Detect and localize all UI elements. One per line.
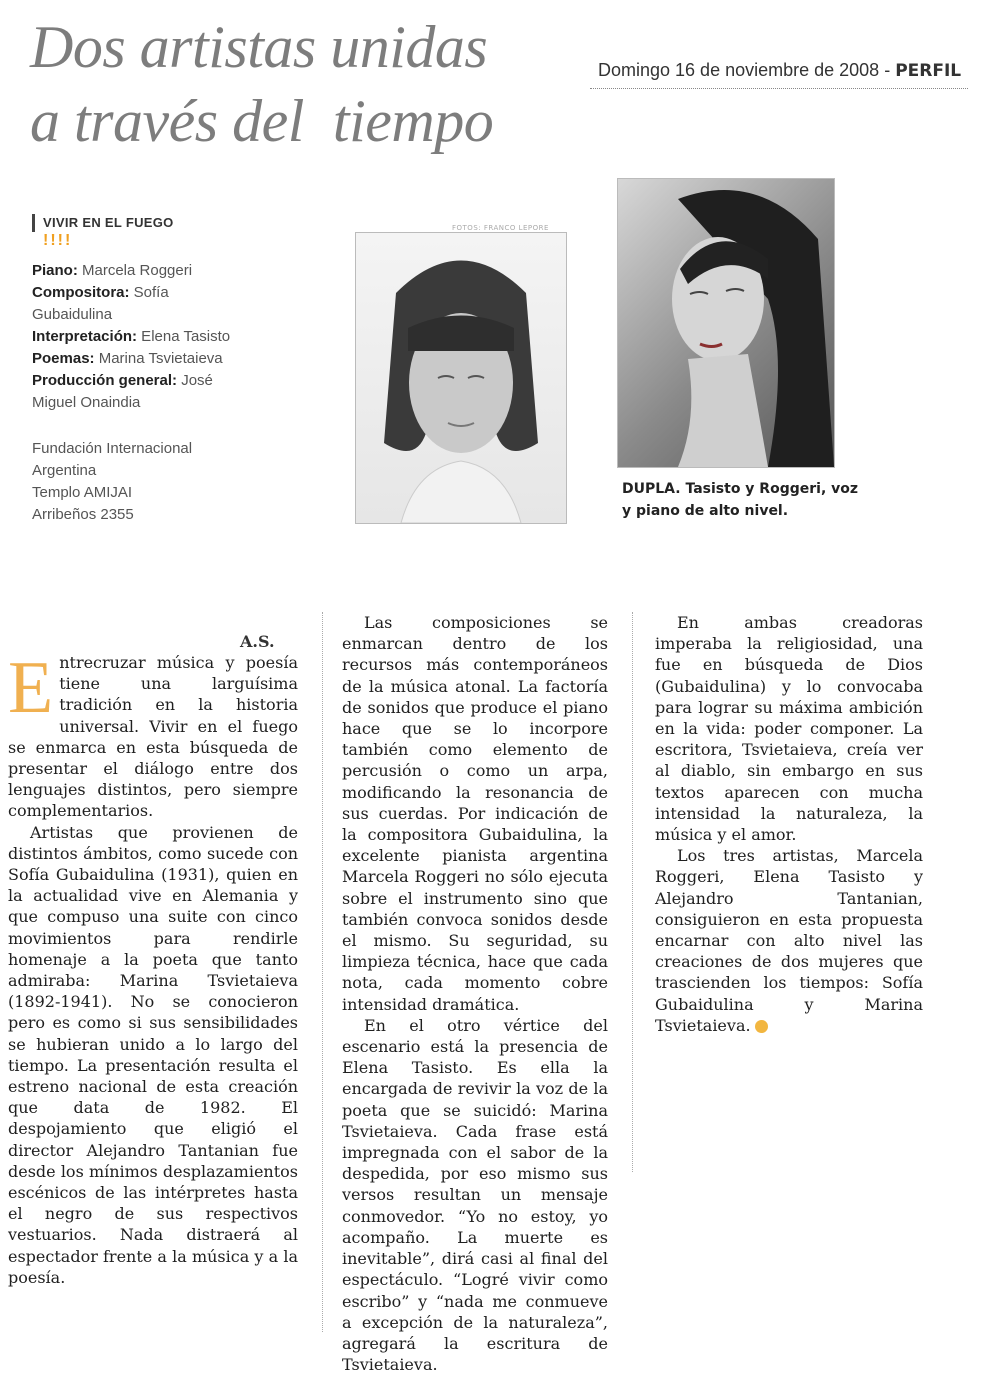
credit-label: Producción general: <box>32 372 178 389</box>
column-divider <box>632 612 633 1172</box>
headline-line-1: Dos artistas unidas <box>30 14 488 80</box>
headline-line-2: a través del tiempo <box>30 88 494 154</box>
headline <box>30 10 590 158</box>
credit-value: Elena Tasisto <box>137 328 231 345</box>
show-title: VIVIR EN EL FUEGO <box>32 214 242 232</box>
dateline <box>598 60 968 84</box>
credit-item <box>32 348 242 370</box>
portrait-illustration <box>356 233 566 523</box>
rating-marks: !!!! <box>43 232 73 249</box>
caption-lead: DUPLA. <box>622 481 681 497</box>
article-paragraph: Las composiciones se enmarcan dentro de los recursos más contemporáneos de la música atonal. La factoría de sonidos que produce el piano hace que se lo incorpore también como elemento de percusión o como un arpa, modificando la resonancia de sus cuerdas. Por indicación de la compositora Gubaidulina, la excelente pianista argentina Marcela Roggeri no sólo ejecuta sobre el instrumento sino que también convoca sonidos desde el mismo. Su seguridad, su limpieza técnica, hace que cada nota, cada momento cobre intensidad dramática. <box>342 613 608 1014</box>
credit-value: Marina Tsvietaieva <box>94 350 223 367</box>
caption-text: Tasisto y Roggeri, voz y piano de alto nivel. <box>622 481 859 519</box>
credit-label: Interpretación: <box>32 328 138 345</box>
article-paragraph: En el otro vértice del escenario está la presencia de Elena Tasisto. Es ella la encargada de revivir la voz de la poeta que se suicidó: Marina Tsvietaieva. Cada frase está impregnada con el sabor de la despedida, por eso mismo sus versos resultan un mensaje conmovedor. “Yo no estoy, yo acompaño. La muerte es inevitable”, dirá casi al final del espectáculo. “Logré vivir como escribo” y “nada me conmueve a excepción de la naturaleza”, agregará la escritura de Tsvietaieva. <box>342 1015 608 1375</box>
article-column-2 <box>342 612 608 1375</box>
column-divider <box>322 612 323 1332</box>
dateline-rule <box>590 88 968 89</box>
credit-label: Piano: <box>32 262 78 279</box>
credit-value: Marcela Roggeri <box>77 262 193 279</box>
credit-item <box>32 282 242 326</box>
photo-caption <box>622 478 862 522</box>
article-column-3 <box>655 612 923 1036</box>
article-paragraph <box>655 845 923 1036</box>
drop-cap: E <box>8 647 54 729</box>
venue-line: Templo AMIJAI <box>32 484 133 501</box>
article-paragraph: ntrecruzar música y poesía tiene una larguísima tradición en la historia universal. Vivir en el fuego se enmarca en esta búsqueda de presentar el diálogo entre dos lenguajes distintos, pero siempre complementarios. <box>8 653 298 821</box>
credit-label: Poemas: <box>32 350 95 367</box>
credit-value: Sofía Gubaidulina <box>32 284 169 323</box>
venue-line: Fundación Internacional Argentina <box>32 440 193 479</box>
credit-item <box>32 260 242 282</box>
byline: A.S. <box>240 632 275 651</box>
dateline-date: Domingo 16 de noviembre de 2008 <box>598 60 880 80</box>
event-info-box <box>32 214 242 526</box>
end-mark-icon <box>755 1020 768 1033</box>
portrait-photo-tasisto <box>355 232 567 524</box>
venue-info <box>32 438 242 526</box>
credits-list <box>32 260 242 414</box>
credit-item <box>32 326 242 348</box>
newspaper-name: PERFIL <box>895 61 962 81</box>
venue-line: Arribeños 2355 <box>32 506 134 523</box>
article-paragraph: En ambas creadoras imperaba la religiosidad, una fue en búsqueda de Dios (Gubaidulina) y lo convocaba para lograr su máxima ambición en la vida: poder componer. La escritora, Tsvietaieva, creía ver al diablo, sin embargo en sus textos aparecen con mucha intensidad la naturaleza, la música y el amor. <box>655 613 923 845</box>
portrait-photo-roggeri <box>617 178 835 468</box>
photo-credit: FOTOS: FRANCO LEPORE <box>452 224 549 232</box>
article-paragraph-text: Los tres artistas, Marcela Roggeri, Elena Tasisto y Alejandro Tantanian, consiguieron en esta propuesta encarnar con alto nivel las creaciones de dos mujeres que trascienden los tiempos: Sofía Gubaidulina y Marina Tsvietaieva. <box>655 846 923 1035</box>
article-column-1 <box>8 647 298 1288</box>
portrait-illustration <box>618 179 834 467</box>
dateline-separator: - <box>879 60 896 80</box>
credit-label: Compositora: <box>32 284 130 301</box>
credit-value: José Miguel Onaindia <box>32 372 213 411</box>
credit-item <box>32 370 242 414</box>
article-paragraph: Artistas que provienen de distintos ámbitos, como sucede con Sofía Gubaidulina (1931), quien en la actualidad vive en Alemania y que compuso una suite con cinco movimientos para rendirle homenaje a la poeta que tanto admiraba: Marina Tsvietaieva (1892-1941). No se conocieron pero es como si sus sensibilidades se hubieran unido a lo largo del tiempo. La presentación resulta el estreno nacional de esta creación que data de 1982. El despojamiento que eligió el director Alejandro Tantanian fue desde los mínimos desplazamientos escénicos de las intérpretes hasta el negro de sus respectivos vestuarios. Nada distraerá al espectador frente a la música y a la poesía. <box>8 822 298 1287</box>
